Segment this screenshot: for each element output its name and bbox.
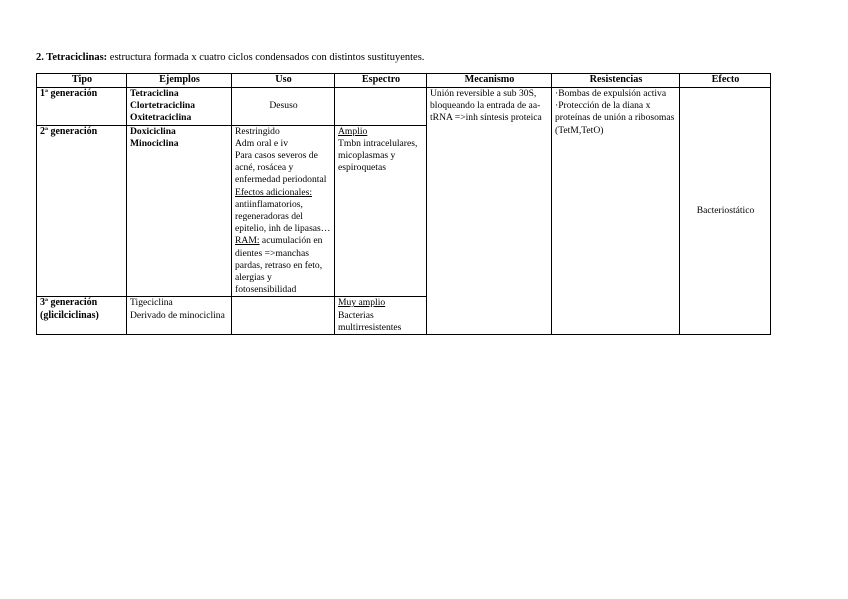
header-tipo: Tipo: [37, 74, 127, 88]
section-heading: [36, 51, 424, 64]
gen1-tipo: 1ª generación: [37, 88, 127, 126]
gen3-uso: [232, 297, 335, 335]
gen2-ram-label: RAM:: [235, 235, 260, 247]
gen3-espectro-text: Bacterias multirresistentes: [338, 309, 402, 333]
gen3-ejemplos: [127, 297, 232, 335]
mecanismo-cell: Unión reversible a sub 30S, bloqueando la entrada de aa-tRNA =>inh síntesis proteica: [427, 88, 552, 335]
resistencia-1: ·Bombas de expulsión activa: [555, 88, 667, 99]
gen3-tipo-l1: 3ª generación: [40, 297, 98, 309]
tetraciclinas-table: [36, 73, 771, 335]
gen2-uso-l1: Restringido: [235, 125, 280, 137]
gen2-uso-l2: Adm oral e iv: [235, 137, 289, 149]
gen2-espectro-label: Amplio: [338, 125, 368, 137]
gen2-ejemplo-1: Doxiciclina: [130, 125, 176, 137]
gen3-ejemplo-2: Derivado de minociclina: [130, 309, 225, 321]
gen1-ejemplo-1: Tetraciclina: [130, 88, 179, 99]
gen2-ram-text: acumulación en dientes =>manchas pardas, retraso en feto, alergias y fotosensibilidad: [235, 235, 323, 296]
header-uso: Uso: [232, 74, 335, 88]
gen2-uso: [232, 125, 335, 297]
gen2-efectos-label: Efectos adicionales:: [235, 186, 312, 198]
gen3-espectro-label: Muy amplio: [338, 297, 386, 309]
gen1-ejemplo-3: Oxitetraciclina: [130, 112, 192, 124]
table-row-gen1: [37, 88, 771, 126]
header-espectro: Espectro: [335, 74, 427, 88]
header-efecto: Efecto: [680, 74, 771, 88]
gen1-ejemplo-2: Clortetraciclina: [130, 100, 195, 112]
header-resistencias: Resistencias: [552, 74, 680, 88]
heading-text: estructura formada x cuatro ciclos condensados con distintos sustituyentes.: [107, 52, 425, 63]
gen2-espectro-text: Tmbn intracelulares, micoplasmas y espiroquetas: [338, 137, 418, 174]
heading-number-label: 2. Tetraciclinas:: [36, 52, 108, 63]
gen2-tipo: 2ª generación: [37, 125, 127, 297]
gen1-ejemplos: [127, 88, 232, 126]
gen1-uso: Desuso: [232, 88, 335, 126]
efecto-cell: Bacteriostático: [680, 88, 771, 335]
gen2-ejemplos: [127, 125, 232, 297]
gen3-tipo: [37, 297, 127, 335]
gen2-ram: [235, 235, 332, 296]
gen2-espectro: [335, 125, 427, 297]
gen3-tipo-l2: (glicilciclinas): [40, 309, 99, 321]
resistencia-2: ·Protección de la diana x proteínas de unión a ribosomas (TetM,TetO): [555, 100, 675, 136]
gen2-uso-l3: Para casos severos de acné, rosácea y enfermedad periodontal: [235, 150, 327, 186]
resistencias-cell: [552, 88, 680, 335]
gen2-efectos-text: antiinflamatorios, regeneradoras del epitelio, inh de lipasas…: [235, 198, 331, 235]
header-mecanismo: Mecanismo: [427, 74, 552, 88]
gen2-ejemplo-2: Minociclina: [130, 137, 179, 149]
gen3-espectro: [335, 297, 427, 335]
gen1-espectro: [335, 88, 427, 126]
gen3-ejemplo-1: Tigeciclina: [130, 297, 173, 309]
header-ejemplos: Ejemplos: [127, 74, 232, 88]
table-header-row: [37, 74, 771, 88]
